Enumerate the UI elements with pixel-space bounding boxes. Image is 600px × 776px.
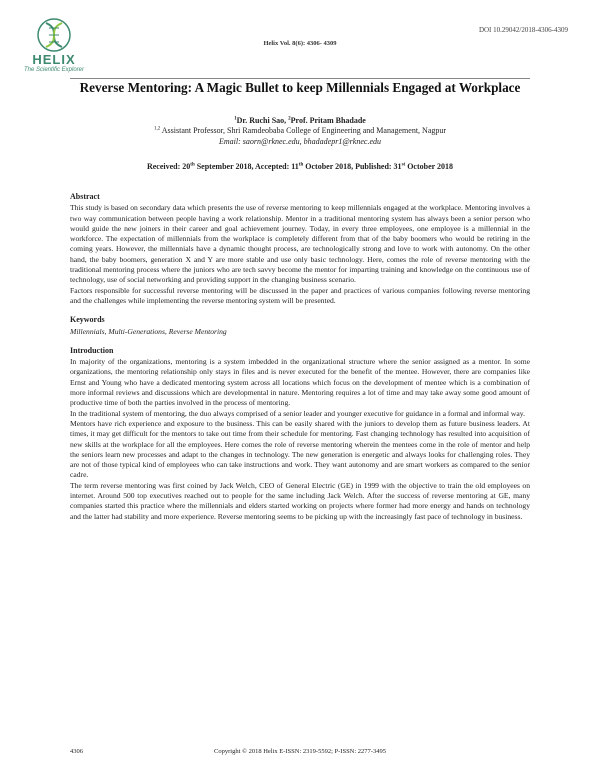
copyright-line: Copyright © 2018 Helix E-ISSN: 2319-5592; P-ISSN: 2277-3495 <box>214 748 386 755</box>
logo-wordmark: HELIX <box>32 52 76 67</box>
helix-logo <box>14 18 94 76</box>
abstract-paragraph-2: Factors responsible for successful reverse mentoring will be discussed in the paper and practices of various companies following reverse mentoring and the challenges while implementing the reverse mentoring system will be presented. <box>70 285 530 305</box>
intro-paragraph-4: The term reverse mentoring was first coined by Jack Welch, CEO of General Electric (GE) in 1999 with the objective to train the old employees on internet. Around 500 top executives reached out to people for the same including Jack Welch. After the success of reverse mentoring at GE, many companies started this practice where the millennials and elders started working on projects where former had more energy and hands on technology and the latter had stability and more experience. Reverse mentoring seems to be picking up with the increasingly fast pace of technology in business. <box>70 480 530 521</box>
author-line <box>0 116 600 125</box>
published-date-rest: October 2018 <box>405 162 454 171</box>
date-line <box>0 162 600 171</box>
accepted-sup: th <box>298 162 304 168</box>
published-date: October 2018, Published: 31 <box>303 162 402 171</box>
keywords-section <box>70 315 530 337</box>
author1-sup: 1 <box>234 116 237 122</box>
author1-name: Dr. Ruchi Sao, <box>236 116 289 125</box>
abstract-heading: Abstract <box>70 192 100 201</box>
abstract-section <box>70 192 530 306</box>
helix-dna-icon <box>14 18 94 54</box>
affil-sup: 1,2 <box>153 126 161 132</box>
intro-paragraph-1: In majority of the organizations, mentoring is a system imbedded in the organizational structure where the senior assigned as a mentor. In some organizations, the mentoring relationship only stays in files and is never executed for the benefit of the mentee. However, there are companies like Ernst and Young who have a dedicated mentoring system across all locations which focus on the development of mentee which is a combination of more informal reviews and discussions which are developmental in nature. Mentoring requires a lot of time and may take away some good amount of productive time of both the parties involved in the process of mentoring. <box>70 357 530 408</box>
title-divider <box>70 78 530 79</box>
received-sup: th <box>190 162 195 168</box>
affiliation: Assistant Professor, Shri Ramdeobaba College of Engineering and Management, Nagpur <box>160 126 447 135</box>
keywords-heading: Keywords <box>70 315 105 325</box>
introduction-section <box>70 346 530 522</box>
logo-tagline: The Scientific Explorer <box>23 67 85 73</box>
affiliation-line <box>0 126 600 135</box>
accepted-date: September 2018, Accepted: 11 <box>194 162 299 171</box>
page-number: 4306 <box>70 748 83 755</box>
journal-citation: Helix Vol. 8(6): 4306- 4309 <box>263 40 337 47</box>
intro-paragraph-3: Mentors have rich experience and exposure to the business. This can be easily shared with the juniors to develop them as future business leaders. At times, it may get difficult for the mentors to take out time from their schedule for mentoring. Fast changing technology has resulted into acquisition of new skills at the workplace for all the employees. Here comes the role of reverse mentoring wherein the mentees come in the role of mentor and help the seniors learn new processes and adapt to the changes in technology. The new generation is energetic and always looks for challenging roles. They are not of those typical kind of employees who can take instructions and work. They want autonomy and are smart workers as compared to the senior cadre. <box>70 418 530 480</box>
author2-sup: 2 <box>288 116 291 122</box>
received-date: Received: 20 <box>146 162 191 171</box>
paper-body <box>70 192 530 522</box>
keywords-text: Millennials, Multi-Generations, Reverse Mentoring <box>70 326 227 336</box>
introduction-heading: Introduction <box>70 345 114 355</box>
published-sup: st <box>401 162 406 168</box>
doi-label: DOI 10.29042/2018-4306-4309 <box>478 26 568 34</box>
intro-paragraph-2: In the traditional system of mentoring, the duo always comprised of a senior leader and younger executive for guidance in a formal and informal way. <box>70 408 525 418</box>
abstract-paragraph-1: This study is based on secondary data which presents the use of reverse mentoring to keep millennials engaged at the workplace. Mentoring involves a two way communication between people having a work relationship. Mentor in a traditional mentoring system has always been a senior person who would guide the new joiners in their career and goal achievement journey. Today, in every three employees, one employee is a millennial in the workforce. The expectation of millennials from the workplace is completely different from that of the baby boomers who would be retiring in the coming years. However, the millennials have a dynamic thought process, are technologically strong and love to work with autonomy. On the other hand, the baby boomers, generation X and Y are more stable and use only basic technology. Here, comes the role of reverse mentoring with the traditional mentoring process where the juniors who are tech savvy become the mentor for imparting training and knowledge on the continuous use of technology, use of social networking and providing support in the changing business scenario. <box>70 203 530 285</box>
author2-name: Prof. Pritam Bhadade <box>290 116 366 125</box>
email-line: Email: saorn@rknec.edu, bhadadepr1@rknec.edu <box>218 137 381 146</box>
paper-title: Reverse Mentoring: A Magic Bullet to keep Millennials Engaged at Workplace <box>79 80 521 95</box>
